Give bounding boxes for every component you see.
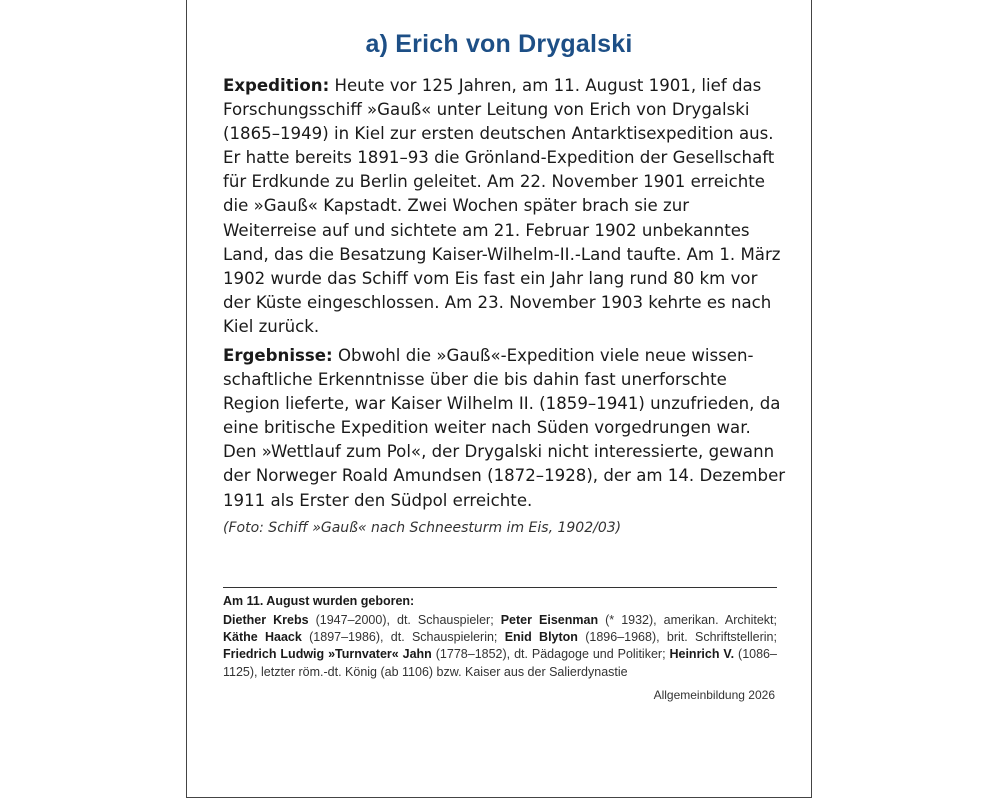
birth-details: (1896–1968), brit. Schriftstellerin;	[585, 630, 777, 645]
birth-name: Friedrich Ludwig »Turnvater« Jahn	[223, 647, 432, 662]
results-paragraph	[223, 344, 787, 513]
birth-name: Diether Krebs	[223, 613, 309, 627]
footer-publication: Allgemeinbildung 2026	[653, 688, 775, 702]
birth-details: (* 1932), amerikan. Architekt;	[605, 613, 777, 627]
birth-name: Heinrich V.	[669, 647, 735, 662]
photo-caption: (Foto: Schiff »Gauß« nach Schneesturm im Eis, 1902/03)	[223, 520, 622, 536]
birth-name: Enid Blyton	[504, 630, 578, 645]
birth-details: (1947–2000), dt. Schauspieler;	[315, 613, 494, 627]
birth-details: (1086–1125), letzter röm.-dt. König (ab 1106) bzw. Kaiser aus der Salierdynastie	[223, 647, 777, 679]
births-list	[223, 612, 777, 681]
births-heading: Am 11. August wurden geboren:	[223, 594, 415, 608]
results-label: Ergebnisse:	[223, 346, 333, 365]
page-title: a) Erich von Drygalski	[365, 30, 633, 58]
results-text: Obwohl die »Gauß«-Expedition viele neue wissenschaftliche Erkenntnisse über die bis dahin fast unerforschte Region lieferte, war Kaiser Wilhelm II. (1859–1941) unzufrieden, da eine britische Expedition weiter nach Süden vorgedrungen war. Den »Wettlauf zum Pol«, der Drygalski nicht interessierte, gewann der Norweger Roald Amundsen (1872–1928), der am 14. Dezember 1911 als Erster den Südpol erreichte.	[223, 346, 786, 510]
calendar-page	[186, 0, 812, 798]
expedition-paragraph	[223, 74, 787, 339]
birth-name: Käthe Haack	[223, 630, 302, 645]
expedition-label: Expedition:	[223, 76, 330, 95]
birth-details: (1778–1852), dt. Pädagoge und Politiker;	[435, 647, 666, 662]
birth-details: (1897–1986), dt. Schauspielerin;	[309, 630, 498, 645]
section-divider	[223, 587, 777, 588]
birth-name: Peter Eisenman	[500, 613, 599, 627]
expedition-text: Heute vor 125 Jahren, am 11. August 1901, lief das Forschungsschiff »Gauß« unter Leitung von Erich von Drygalski (1865–1949) in Kiel zur ersten deutschen Antarktisexpedition aus. Er hatte bereits 1891–93 die Grönland-Expedition der Gesellschaft für Erdkunde zu Berlin geleitet. Am 22. November 1901 erreichte die »Gauß« Kapstadt. Zwei Wochen später brach sie zur Weiterreise auf und sichtete am 21. Februar 1902 unbekanntes Land, das die Besatzung Kaiser-Wilhelm-II.-Land taufte. Am 1. März 1902 wurde das Schiff vom Eis fast ein Jahr lang rund 80 km vor der Küste eingeschlossen. Am 23. November 1903 kehrte es nach Kiel zurück.	[223, 76, 781, 336]
